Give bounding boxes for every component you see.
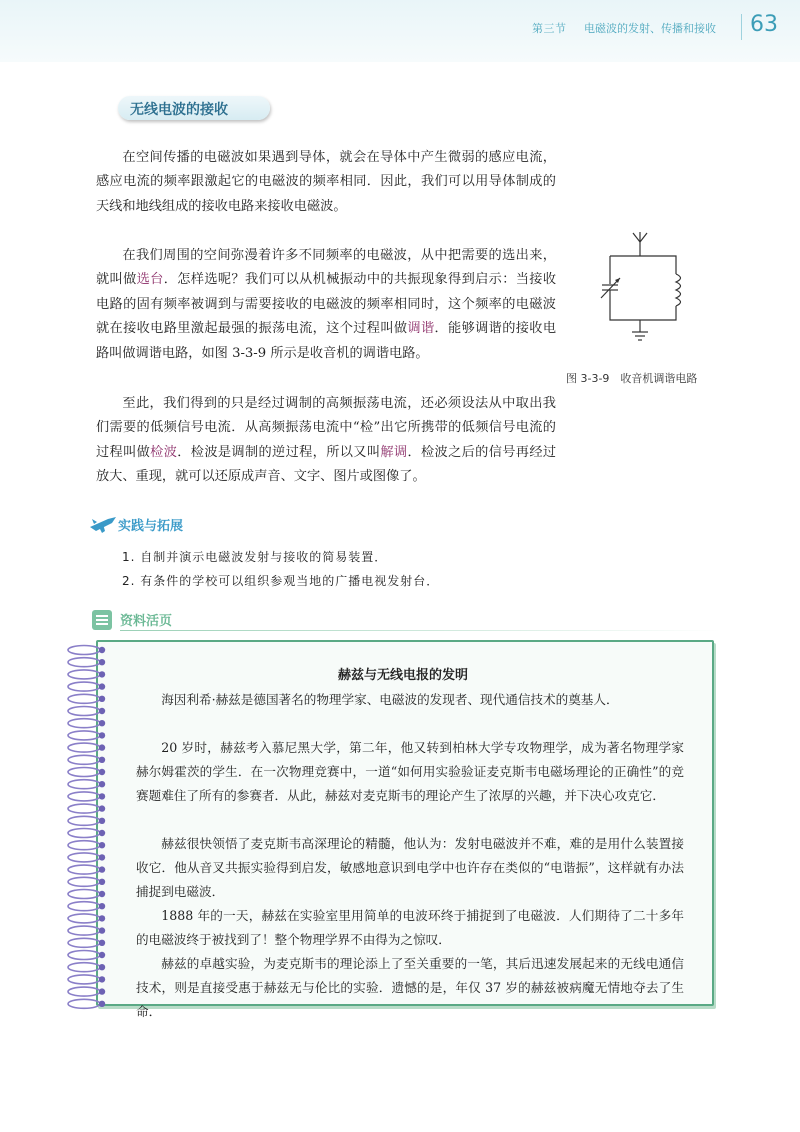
spiral-ring bbox=[68, 999, 100, 1008]
circuit-bottom-wire bbox=[610, 296, 676, 320]
spiral-ring bbox=[68, 829, 100, 838]
keyword-station-selection: 选台 bbox=[136, 272, 164, 288]
spiral-hole bbox=[99, 952, 105, 958]
text-segment: ．检波之后的信号再经过放大、重现，就可以还原成声音、文字、图片或图像了。 bbox=[96, 444, 557, 485]
spiral-ring bbox=[68, 719, 100, 728]
spiral-ring bbox=[68, 938, 100, 947]
spiral-hole bbox=[99, 683, 105, 689]
spiral-hole bbox=[99, 854, 105, 860]
antenna-arm-left bbox=[633, 233, 640, 242]
spiral-hole bbox=[99, 769, 105, 775]
spiral-ring bbox=[68, 877, 100, 886]
tuning-circuit-diagram bbox=[596, 228, 696, 348]
spiral-hole bbox=[99, 744, 105, 750]
resource-paragraph: 1888 年的一天，赫兹在实验室里用简单的电波环终于捕捉到了电磁波．人们期待了二十多年的电磁波终于被找到了！整个物理学界不由得为之惊叹． bbox=[136, 908, 684, 947]
spiral-ring bbox=[68, 792, 100, 801]
spiral-hole bbox=[99, 757, 105, 763]
spiral-hole bbox=[99, 805, 105, 811]
spiral-hole bbox=[99, 793, 105, 799]
spiral-ring bbox=[68, 853, 100, 862]
resource-divider bbox=[120, 630, 720, 631]
spiral-hole bbox=[99, 647, 105, 653]
spiral-hole bbox=[99, 891, 105, 897]
spiral-hole bbox=[99, 830, 105, 836]
resource-box-title: 赫兹与无线电报的发明 bbox=[337, 668, 468, 683]
spiral-ring bbox=[68, 804, 100, 813]
header-divider bbox=[741, 14, 742, 40]
airplane-icon bbox=[88, 513, 118, 535]
spiral-ring bbox=[68, 731, 100, 740]
spiral-hole bbox=[99, 720, 105, 726]
spiral-hole bbox=[99, 842, 105, 848]
spiral-ring bbox=[68, 914, 100, 923]
spiral-hole bbox=[99, 940, 105, 946]
section-heading-text: 无线电波的接收 bbox=[130, 102, 228, 118]
spiral-ring bbox=[68, 755, 100, 764]
spiral-ring bbox=[68, 707, 100, 716]
spiral-ring bbox=[68, 963, 100, 972]
header-section-label: 第三节 bbox=[532, 22, 567, 35]
spiral-ring bbox=[68, 890, 100, 899]
keyword-detection: 检波 bbox=[150, 444, 178, 460]
spiral-hole bbox=[99, 1001, 105, 1007]
spiral-hole bbox=[99, 879, 105, 885]
spiral-hole bbox=[99, 732, 105, 738]
text-segment: ．怎样选呢？我们可以从机械振动中的共振现象得到启示：当接收电路的固有频率被调到与需要接收的电磁波的频率相同时，这个频率的电磁波就在接收电路里激起最强的振荡电流，这个过程叫做 bbox=[96, 272, 557, 337]
inductor-coil bbox=[676, 274, 681, 306]
spiral-ring bbox=[68, 768, 100, 777]
paragraph-tuning bbox=[96, 244, 556, 366]
section-heading bbox=[118, 96, 270, 120]
text-segment: 至此，我们得到的只是经过调制的高频振荡电流，还必须设法从中取出我们需要的低频信号电流．从高频振荡电流中“检”出它所携带的低频信号电流的过程叫做 bbox=[96, 396, 556, 460]
spiral-ring bbox=[68, 865, 100, 874]
practice-heading: 实践与拓展 bbox=[118, 519, 184, 534]
spiral-hole bbox=[99, 818, 105, 824]
paragraph-induction: 在空间传播的电磁波如果遇到导体，就会在导体中产生微弱的感应电流，感应电流的频率跟激起它的电磁波的频率相同．因此，我们可以用导体制成的天线和地线组成的接收电路来接收电磁波。 bbox=[96, 150, 556, 214]
spiral-hole bbox=[99, 964, 105, 970]
text-segment: ．能够调谐的接收电路叫做调谐电路，如图 3-3-9 所示是收音机的调谐电路。 bbox=[96, 321, 557, 361]
resource-paragraph: 海因利希·赫兹是德国著名的物理学家、电磁波的发现者、现代通信技术的奠基人． bbox=[161, 692, 619, 707]
antenna-arm-right bbox=[640, 233, 647, 242]
spiral-hole bbox=[99, 988, 105, 994]
spiral-ring bbox=[68, 841, 100, 850]
spiral-ring bbox=[68, 682, 100, 691]
spiral-ring bbox=[68, 902, 100, 911]
spiral-ring bbox=[68, 780, 100, 789]
spiral-hole bbox=[99, 781, 105, 787]
spiral-binding-icon bbox=[62, 640, 112, 1010]
figure-caption: 图 3-3-9 收音机调谐电路 bbox=[566, 372, 698, 385]
spiral-ring bbox=[68, 816, 100, 825]
notebook-icon bbox=[92, 610, 112, 630]
practice-item: 1. 自制并演示电磁波发射与接收的简易装置． bbox=[122, 550, 388, 564]
practice-item: 2. 有条件的学校可以组织参观当地的广播电视发射台． bbox=[122, 574, 440, 588]
spiral-hole bbox=[99, 903, 105, 909]
paragraph-detection bbox=[96, 392, 556, 490]
text-segment: ．检波是调制的逆过程，所以又叫 bbox=[177, 444, 381, 460]
spiral-ring bbox=[68, 975, 100, 984]
spiral-ring bbox=[68, 743, 100, 752]
spiral-ring bbox=[68, 951, 100, 960]
circuit-top-wire bbox=[610, 256, 676, 274]
spiral-hole bbox=[99, 866, 105, 872]
keyword-tuning: 调谐 bbox=[407, 321, 435, 337]
resource-paragraph: 赫兹很快领悟了麦克斯韦高深理论的精髓，他认为：发射电磁波并不难，难的是用什么装置接收它．他从音叉共振实验得到启发，敏感地意识到电学中也许存在类似的“电谐振”，这样就有办法捕捉到电磁波． bbox=[136, 836, 684, 899]
spiral-ring bbox=[68, 926, 100, 935]
resource-heading: 资料活页 bbox=[120, 614, 173, 629]
text-segment: 在我们周围的空间弥漫着许多不同频率的电磁波，从中把需要的选出来，就叫做 bbox=[96, 248, 556, 288]
spiral-hole bbox=[99, 708, 105, 714]
spiral-hole bbox=[99, 976, 105, 982]
resource-paragraph: 赫兹的卓越实验，为麦克斯韦的理论添上了至关重要的一笔，其后迅速发展起来的无线电通信技术，则是直接受惠于赫兹无与伦比的实验．遗憾的是，年仅 37 岁的赫兹被病魔无情地夺去了生命． bbox=[136, 956, 684, 1019]
spiral-hole bbox=[99, 915, 105, 921]
page-number: 63 bbox=[750, 12, 778, 37]
spiral-hole bbox=[99, 696, 105, 702]
spiral-ring bbox=[68, 646, 100, 655]
spiral-ring bbox=[68, 694, 100, 703]
resource-paragraph: 20 岁时，赫兹考入慕尼黑大学，第二年，他又转到柏林大学专攻物理学，成为著名物理学家赫尔姆霍茨的学生．在一次物理竞赛中，一道“如何用实验验证麦克斯韦电磁场理论的正确性”的竞赛题难住了所有的参赛者．从此，赫兹对麦克斯韦的理论产生了浓厚的兴趣，并下决心攻克它． bbox=[136, 740, 684, 803]
header-chapter-title: 电磁波的发射、传播和接收 bbox=[584, 22, 716, 35]
spiral-ring bbox=[68, 987, 100, 996]
spiral-hole bbox=[99, 927, 105, 933]
keyword-demodulation: 解调 bbox=[380, 444, 408, 460]
